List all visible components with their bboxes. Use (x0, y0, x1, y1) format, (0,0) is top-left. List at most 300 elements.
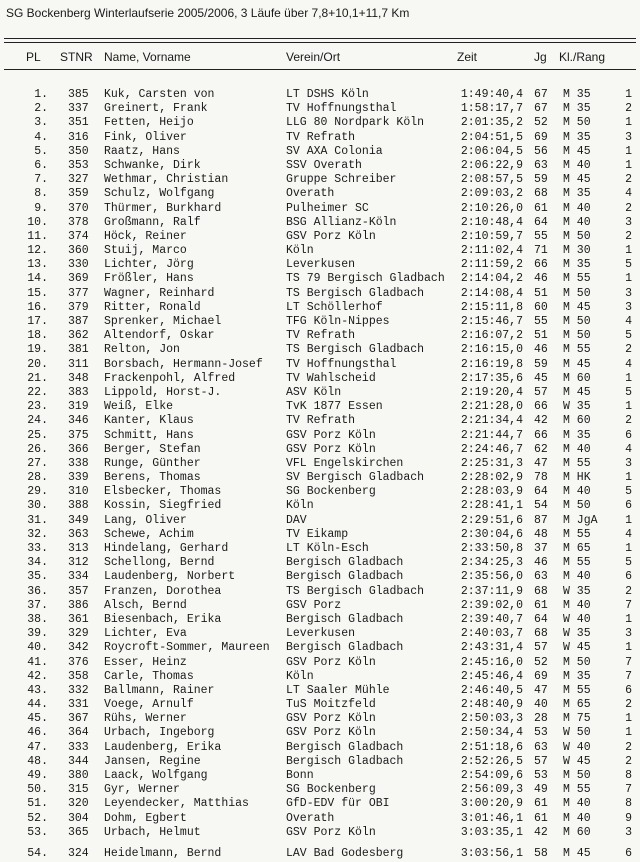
row-start-number: 358 (68, 669, 89, 683)
row-place: 39. (27, 627, 48, 641)
row-place: 45. (27, 712, 48, 726)
row-rank: 4 (625, 187, 632, 201)
row-class: M 60 (563, 825, 591, 839)
row-class: M 50 (563, 499, 591, 513)
row-club: Overath (286, 811, 335, 825)
row-rank: 6 (625, 428, 632, 442)
row-year: 51 (534, 329, 548, 343)
row-club: ASV Köln (286, 385, 342, 399)
row-time: 3:03:56,1 (460, 846, 523, 860)
row-start-number: 350 (68, 144, 89, 158)
row-rank: 1 (625, 116, 632, 130)
row-name: Jansen, Regine (104, 754, 201, 768)
row-name: Laudenberg, Norbert (104, 570, 236, 584)
row-start-number: 362 (68, 329, 89, 343)
row-time: 1:58:17,7 (460, 102, 523, 116)
row-place: 13. (27, 258, 48, 272)
row-name: Esser, Heinz (104, 655, 187, 669)
row-year: 66 (534, 400, 548, 414)
row-name: Greinert, Frank (104, 102, 208, 116)
row-time: 2:51:18,6 (460, 740, 523, 754)
row-name: Elsbecker, Thomas (104, 485, 222, 499)
row-class: M 45 (563, 357, 591, 371)
row-class: M 45 (563, 846, 591, 860)
row-year: 46 (534, 556, 548, 570)
row-time: 2:54:09,6 (460, 769, 523, 782)
row-club: Köln (286, 499, 314, 513)
row-club: TvK 1877 Essen (286, 400, 383, 414)
table-row (0, 812, 640, 826)
table-row (0, 258, 640, 272)
row-club: BSG Allianz-Köln (286, 215, 397, 229)
row-class: M 40 (563, 598, 591, 612)
row-class: M 55 (563, 783, 591, 797)
row-start-number: 369 (68, 272, 89, 286)
row-rank: 1 (625, 371, 632, 385)
row-name: Schellong, Bernd (104, 556, 215, 570)
row-time: 2:28:02,9 (460, 471, 523, 485)
table-row (0, 656, 640, 670)
table-row (0, 847, 640, 861)
row-year: 52 (534, 655, 548, 669)
row-place: 50. (27, 783, 48, 797)
page-title: SG Bockenberg Winterlaufserie 2005/2006, 3 Läufe über 7,8+10,1+11,7 Km (6, 6, 410, 20)
row-club: TV Hoffnungsthal (286, 102, 397, 116)
row-club: TV Wahlscheid (286, 371, 376, 385)
row-name: Wagner, Reinhard (104, 286, 215, 300)
row-rank: 4 (625, 357, 632, 371)
row-year: 52 (534, 116, 548, 130)
row-start-number: 348 (68, 371, 89, 385)
header-stnr: STNR (60, 50, 93, 64)
row-class: M 35 (563, 130, 591, 144)
row-year: 63 (534, 570, 548, 584)
row-start-number: 379 (68, 300, 89, 314)
row-place: 43. (27, 683, 48, 697)
row-time: 2:40:03,7 (460, 627, 523, 641)
row-time: 2:35:56,0 (460, 570, 523, 584)
row-time: 2:39:40,7 (460, 612, 523, 626)
row-year: 63 (534, 740, 548, 754)
row-rank: 6 (625, 846, 632, 860)
header-rule-bottom (4, 69, 636, 70)
row-class: M 65 (563, 698, 591, 712)
row-rank: 5 (625, 485, 632, 499)
table-row (0, 741, 640, 755)
table-row (0, 358, 640, 372)
table-row (0, 131, 640, 145)
row-rank: 6 (625, 570, 632, 584)
table-row (0, 641, 640, 655)
row-time: 2:56:09,3 (460, 783, 523, 797)
row-place: 53. (27, 825, 48, 839)
row-class: M 35 (563, 669, 591, 683)
row-class: M 40 (563, 485, 591, 499)
row-rank: 8 (625, 769, 632, 782)
row-year: 64 (534, 612, 548, 626)
row-club: LT Saaler Mühle (286, 683, 390, 697)
row-place: 4. (34, 130, 48, 144)
table-row (0, 570, 640, 584)
row-club: Bergisch Gladbach (286, 612, 404, 626)
row-start-number: 374 (68, 229, 89, 243)
row-year: 53 (534, 726, 548, 740)
table-row (0, 414, 640, 428)
results-table-header (0, 50, 640, 64)
row-start-number: 310 (68, 485, 89, 499)
row-name: Alsch, Bernd (104, 598, 187, 612)
row-time: 2:28:41,1 (460, 499, 523, 513)
row-rank: 5 (625, 385, 632, 399)
row-club: GSV Porz (286, 598, 342, 612)
table-row (0, 471, 640, 485)
table-row (0, 783, 640, 797)
row-year: 61 (534, 797, 548, 811)
row-rank: 1 (625, 712, 632, 726)
row-time: 2:19:20,4 (460, 385, 523, 399)
table-row (0, 528, 640, 542)
row-name: Fetten, Heijo (104, 116, 194, 130)
row-place: 49. (27, 769, 48, 782)
header-pl: PL (26, 50, 41, 64)
row-time: 3:03:35,1 (460, 825, 523, 839)
row-start-number: 320 (68, 797, 89, 811)
row-place: 12. (27, 244, 48, 258)
table-row (0, 485, 640, 499)
row-name: Altendorf, Oskar (104, 329, 215, 343)
row-year: 56 (534, 144, 548, 158)
row-year: 59 (534, 173, 548, 187)
row-club: LAV Bad Godesberg (286, 846, 404, 860)
row-club: Bergisch Gladbach (286, 570, 404, 584)
row-start-number: 353 (68, 158, 89, 172)
table-row (0, 443, 640, 457)
row-name: Fink, Oliver (104, 130, 187, 144)
table-row (0, 301, 640, 315)
row-time: 2:34:25,3 (460, 556, 523, 570)
row-rank: 5 (625, 329, 632, 343)
row-name: Voege, Arnulf (104, 698, 194, 712)
row-rank: 1 (625, 471, 632, 485)
row-time: 3:01:46,1 (460, 811, 523, 825)
row-rank: 8 (625, 797, 632, 811)
row-time: 2:15:46,7 (460, 315, 523, 328)
row-start-number: 312 (68, 556, 89, 570)
row-class: M 50 (563, 229, 591, 243)
row-time: 2:46:40,5 (460, 683, 523, 697)
row-club: Bergisch Gladbach (286, 556, 404, 570)
row-rank: 2 (625, 754, 632, 768)
row-place: 46. (27, 726, 48, 740)
row-time: 2:15:11,8 (460, 300, 523, 314)
header-jg: Jg (534, 50, 547, 64)
table-row (0, 202, 640, 216)
row-place: 26. (27, 442, 48, 456)
row-year: 57 (534, 385, 548, 399)
row-club: TV Eikamp (286, 527, 349, 541)
table-row (0, 315, 640, 329)
row-club: TV Hoffnungsthal (286, 357, 397, 371)
row-year: 61 (534, 201, 548, 215)
row-name: Lichter, Jörg (104, 258, 194, 272)
row-rank: 2 (625, 173, 632, 187)
row-place: 21. (27, 371, 48, 385)
table-row (0, 386, 640, 400)
row-rank: 3 (625, 627, 632, 641)
row-time: 2:04:51,5 (460, 130, 523, 144)
row-class: M 30 (563, 244, 591, 258)
row-year: 87 (534, 513, 548, 527)
row-rank: 7 (625, 655, 632, 669)
row-time: 2:11:59,2 (460, 258, 523, 272)
row-place: 33. (27, 542, 48, 555)
row-year: 64 (534, 215, 548, 229)
row-start-number: 361 (68, 612, 89, 626)
row-class: M JgA (563, 513, 598, 527)
row-time: 2:14:08,4 (460, 286, 523, 300)
row-class: M 50 (563, 315, 591, 328)
row-year: 66 (534, 258, 548, 272)
row-time: 2:09:03,2 (460, 187, 523, 201)
row-name: Runge, Günther (104, 456, 201, 470)
row-time: 2:10:48,4 (460, 215, 523, 229)
row-start-number: 338 (68, 456, 89, 470)
row-class: M 40 (563, 158, 591, 172)
row-time: 2:17:35,6 (460, 371, 523, 385)
table-row (0, 329, 640, 343)
row-time: 2:45:46,4 (460, 669, 523, 683)
row-rank: 2 (625, 229, 632, 243)
row-start-number: 334 (68, 570, 89, 584)
row-rank: 1 (625, 158, 632, 172)
row-club: SSV Overath (286, 158, 362, 172)
row-class: M 35 (563, 258, 591, 272)
row-name: Roycroft-Sommer, Maureen (104, 641, 270, 655)
row-name: Stuij, Marco (104, 244, 187, 258)
row-start-number: 386 (68, 598, 89, 612)
row-name: Dohm, Egbert (104, 811, 187, 825)
row-class: M 45 (563, 385, 591, 399)
header-kl: Kl./Rang (559, 50, 606, 64)
row-class: M 45 (563, 300, 591, 314)
row-rank: 3 (625, 215, 632, 229)
row-name: Franzen, Dorothea (104, 584, 222, 598)
row-club: LLG 80 Nordpark Köln (286, 116, 425, 130)
row-start-number: 315 (68, 783, 89, 797)
row-class: M 40 (563, 442, 591, 456)
table-row (0, 159, 640, 173)
row-year: 62 (534, 442, 548, 456)
row-time: 2:01:35,2 (460, 116, 523, 130)
row-time: 2:10:59,7 (460, 229, 523, 243)
row-club: SV Bergisch Gladbach (286, 471, 425, 485)
table-row (0, 755, 640, 769)
row-year: 67 (534, 88, 548, 101)
row-place: 30. (27, 499, 48, 513)
table-row (0, 726, 640, 740)
row-start-number: 378 (68, 215, 89, 229)
row-club: Overath (286, 187, 335, 201)
row-place: 27. (27, 456, 48, 470)
row-place: 28. (27, 471, 48, 485)
row-rank: 3 (625, 286, 632, 300)
row-club: TS Bergisch Gladbach (286, 286, 425, 300)
row-year: 51 (534, 286, 548, 300)
row-place: 9. (34, 201, 48, 215)
row-name: Kuk, Carsten von (104, 88, 215, 101)
table-row (0, 613, 640, 627)
row-club: Bergisch Gladbach (286, 740, 404, 754)
row-year: 47 (534, 456, 548, 470)
row-time: 2:28:03,9 (460, 485, 523, 499)
row-name: Schmitt, Hans (104, 428, 194, 442)
row-club: Pulheimer SC (286, 201, 369, 215)
row-class: M 55 (563, 343, 591, 357)
row-club: TFG Köln-Nippes (286, 315, 390, 328)
row-time: 2:21:34,4 (460, 414, 523, 428)
row-start-number: 381 (68, 343, 89, 357)
row-club: LT Schöllerhof (286, 300, 383, 314)
row-club: GSV Porz Köln (286, 825, 376, 839)
table-row (0, 585, 640, 599)
table-row (0, 698, 640, 712)
row-name: Biesenbach, Erika (104, 612, 222, 626)
row-place: 38. (27, 612, 48, 626)
row-rank: 3 (625, 456, 632, 470)
row-start-number: 375 (68, 428, 89, 442)
row-class: M 40 (563, 570, 591, 584)
row-time: 2:50:03,3 (460, 712, 523, 726)
row-year: 48 (534, 527, 548, 541)
row-year: 37 (534, 542, 548, 555)
row-time: 2:45:16,0 (460, 655, 523, 669)
row-place: 10. (27, 215, 48, 229)
row-class: W 40 (563, 612, 591, 626)
row-place: 42. (27, 669, 48, 683)
table-row (0, 145, 640, 159)
row-club: TV Refrath (286, 329, 356, 343)
row-rank: 2 (625, 102, 632, 116)
row-time: 2:10:26,0 (460, 201, 523, 215)
table-row (0, 627, 640, 641)
row-place: 3. (34, 116, 48, 130)
row-club: Bergisch Gladbach (286, 641, 404, 655)
row-start-number: 329 (68, 627, 89, 641)
row-class: M 55 (563, 556, 591, 570)
row-class: M 35 (563, 102, 591, 116)
row-start-number: 357 (68, 584, 89, 598)
row-class: M 35 (563, 187, 591, 201)
row-rank: 1 (625, 542, 632, 555)
table-row (0, 599, 640, 613)
row-place: 48. (27, 754, 48, 768)
row-name: Berger, Stefan (104, 442, 201, 456)
row-year: 66 (534, 428, 548, 442)
row-year: 42 (534, 414, 548, 428)
row-year: 53 (534, 769, 548, 782)
row-rank: 1 (625, 244, 632, 258)
row-rank: 2 (625, 698, 632, 712)
row-start-number: 319 (68, 400, 89, 414)
row-year: 63 (534, 158, 548, 172)
row-name: Wethmar, Christian (104, 173, 229, 187)
row-name: Borsbach, Hermann-Josef (104, 357, 263, 371)
row-place: 23. (27, 400, 48, 414)
row-place: 32. (27, 527, 48, 541)
row-rank: 1 (625, 144, 632, 158)
table-row (0, 173, 640, 187)
table-row (0, 712, 640, 726)
row-year: 55 (534, 315, 548, 328)
row-club: GSV Porz Köln (286, 428, 376, 442)
row-rank: 2 (625, 343, 632, 357)
row-club: VFL Engelskirchen (286, 456, 404, 470)
row-place: 31. (27, 513, 48, 527)
row-start-number: 385 (68, 88, 89, 101)
row-time: 2:24:46,7 (460, 442, 523, 456)
row-start-number: 367 (68, 712, 89, 726)
row-start-number: 349 (68, 513, 89, 527)
row-rank: 1 (625, 641, 632, 655)
row-name: Urbach, Helmut (104, 825, 201, 839)
row-class: M 55 (563, 456, 591, 470)
table-row (0, 102, 640, 116)
row-start-number: 376 (68, 655, 89, 669)
table-row (0, 216, 640, 230)
row-year: 58 (534, 846, 548, 860)
row-start-number: 388 (68, 499, 89, 513)
row-class: M 40 (563, 215, 591, 229)
row-name: Relton, Jon (104, 343, 180, 357)
row-rank: 1 (625, 400, 632, 414)
row-time: 2:08:57,5 (460, 173, 523, 187)
row-place: 29. (27, 485, 48, 499)
row-club: Leverkusen (286, 258, 356, 272)
row-club: GSV Porz Köln (286, 726, 376, 740)
row-time: 2:16:19,8 (460, 357, 523, 371)
table-row (0, 343, 640, 357)
row-class: M 40 (563, 201, 591, 215)
row-class: W 40 (563, 740, 591, 754)
row-start-number: 364 (68, 726, 89, 740)
row-club: GSV Porz Köln (286, 229, 376, 243)
row-start-number: 346 (68, 414, 89, 428)
row-rank: 3 (625, 825, 632, 839)
row-class: M 35 (563, 88, 591, 101)
row-place: 52. (27, 811, 48, 825)
table-row (0, 826, 640, 840)
row-name: Hindelang, Gerhard (104, 542, 229, 555)
row-class: M 50 (563, 655, 591, 669)
row-name: Höck, Reiner (104, 229, 187, 243)
row-place: 20. (27, 357, 48, 371)
row-time: 2:25:31,3 (460, 456, 523, 470)
row-time: 2:33:50,8 (460, 542, 523, 555)
row-class: W 35 (563, 400, 591, 414)
row-place: 1. (34, 88, 48, 101)
row-start-number: 370 (68, 201, 89, 215)
row-start-number: 311 (68, 357, 89, 371)
row-class: M 50 (563, 769, 591, 782)
row-rank: 3 (625, 300, 632, 314)
row-year: 71 (534, 244, 548, 258)
row-class: M 50 (563, 329, 591, 343)
row-start-number: 332 (68, 683, 89, 697)
row-name: Schewe, Achim (104, 527, 194, 541)
row-time: 2:29:51,6 (460, 513, 523, 527)
row-rank: 7 (625, 598, 632, 612)
row-name: Lang, Oliver (104, 513, 187, 527)
